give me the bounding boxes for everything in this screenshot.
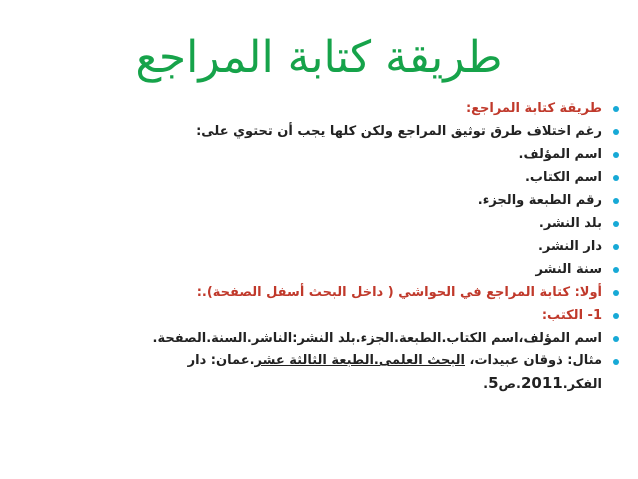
example-end: . bbox=[483, 377, 489, 392]
example-year: 2011 bbox=[520, 374, 563, 392]
bullet-icon bbox=[613, 129, 619, 135]
bullet-icon bbox=[613, 152, 619, 158]
bullet-icon bbox=[613, 175, 619, 181]
example-page-prefix: .ص bbox=[498, 377, 521, 392]
item-text: رغم اختلاف طرق توثيق المراجع ولكن كلها يجب أن تحتوي على: bbox=[196, 124, 602, 139]
item-text: رقم الطبعة والجزء. bbox=[477, 193, 602, 208]
list-item bbox=[132, 212, 622, 235]
bullet-icon bbox=[613, 336, 619, 342]
bullet-icon bbox=[613, 313, 619, 319]
item-text: طريقة كتابة المراجع: bbox=[465, 101, 602, 116]
example-page: 5 bbox=[488, 374, 499, 392]
item-text: بلد النشر. bbox=[538, 216, 602, 231]
list-item bbox=[132, 143, 622, 166]
bullet-icon bbox=[613, 290, 619, 296]
example-item bbox=[132, 350, 622, 396]
list-item bbox=[132, 97, 622, 120]
bullet-icon bbox=[613, 359, 619, 365]
list-item bbox=[132, 166, 622, 189]
bullet-icon bbox=[613, 198, 619, 204]
item-text: 1- الكتب: bbox=[541, 308, 602, 323]
item-text: دار النشر. bbox=[537, 239, 602, 254]
example-rest: .عمان: دار الفكر. bbox=[187, 353, 602, 392]
list-item bbox=[132, 281, 622, 304]
list-item bbox=[132, 120, 622, 143]
bullet-icon bbox=[613, 244, 619, 250]
list-item bbox=[132, 189, 622, 212]
example-prefix: مثال: ذوقان عبيدات، bbox=[465, 353, 602, 368]
example-book-title: البحث العلمى.الطبعة الثالثة عشر bbox=[254, 353, 465, 368]
slide-title: طريقة كتابة المراجع bbox=[135, 32, 503, 83]
bullet-list bbox=[132, 97, 622, 396]
bullet-icon bbox=[613, 221, 619, 227]
item-text: سنة النشر bbox=[535, 262, 602, 277]
list-item bbox=[132, 327, 622, 350]
list-item bbox=[132, 304, 622, 327]
list-item bbox=[132, 258, 622, 281]
item-text: اسم المؤلف،اسم الكتاب.الطبعة.الجزء.بلد النشر:الناشر.السنة.الصفحة. bbox=[152, 331, 602, 346]
bullet-icon bbox=[613, 106, 619, 112]
list-item bbox=[132, 235, 622, 258]
item-text: اسم الكتاب. bbox=[524, 170, 602, 185]
item-text: أولا: كتابة المراجع في الحواشي ( داخل البحث أسفل الصفحة).: bbox=[196, 285, 602, 300]
item-text: اسم المؤلف. bbox=[518, 147, 602, 162]
bullet-icon bbox=[613, 267, 619, 273]
